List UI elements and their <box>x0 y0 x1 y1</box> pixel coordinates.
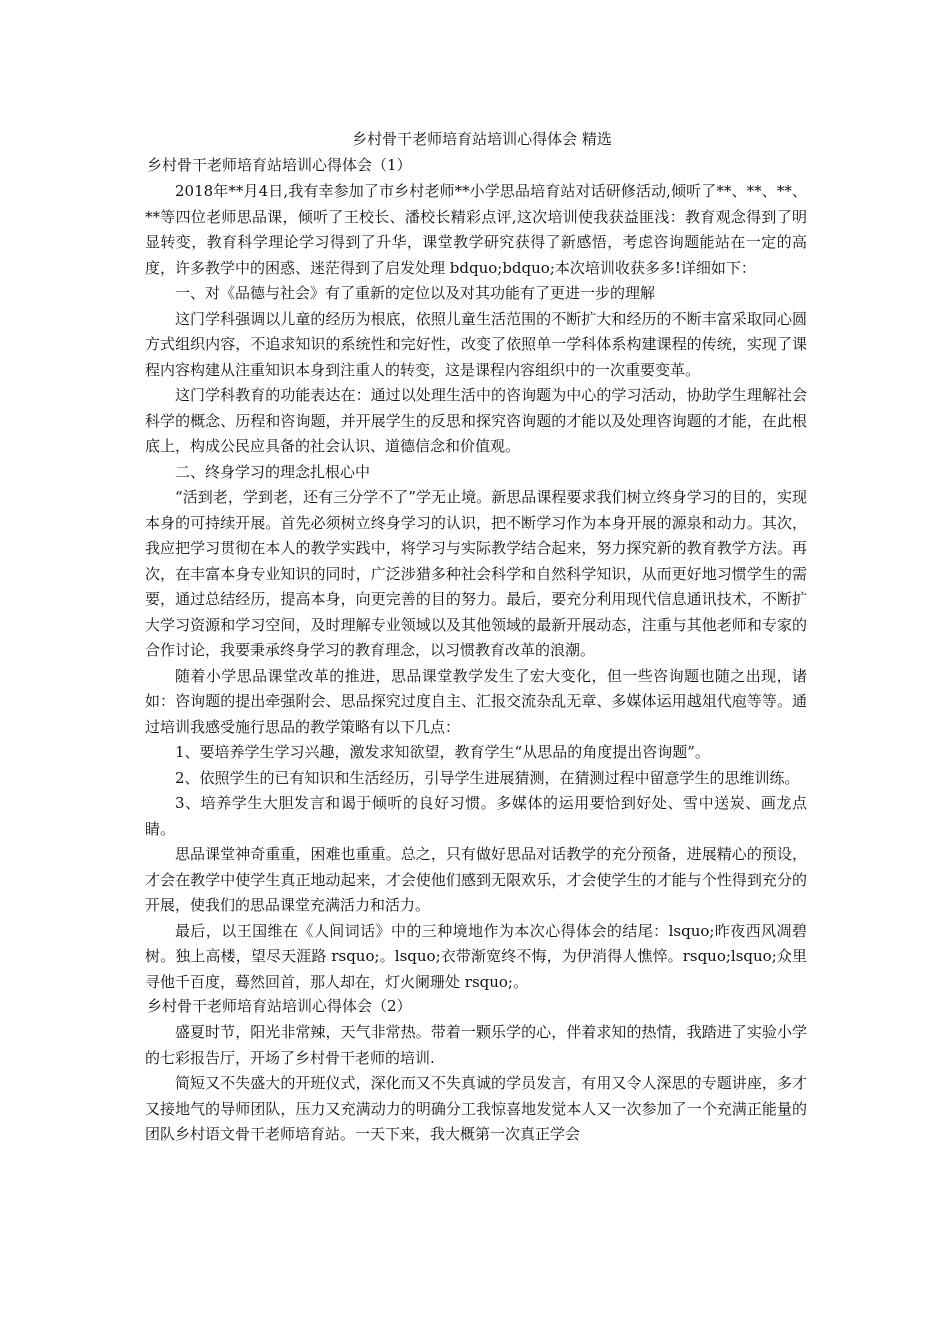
paragraph: 二、终身学习的理念扎根心中 <box>175 462 371 481</box>
paragraph: 这门学科强调以儿童的经历为根底，依照儿童生活范围的不断扩大和经历的不断丰富采取同心圆方式组织内容，不追求知识的系统性和完好性，改变了依照单一学科体系构建课程的传统，实现了课程内容构建从注重知识本身到注重人的转变，这是课程内容组织中的一次重要变革。 <box>145 309 807 379</box>
paragraph: 盛夏时节，阳光非常辣，天气非常热。带着一颗乐学的心，伴着求知的热情，我踏进了实验小学的七彩报告厅，开场了乡村骨干老师的培训. <box>145 1023 807 1067</box>
paragraph: 1、要培养学生学习兴趣，激发求知欲望，教育学生“从思品的角度提出咨询题”。 <box>175 743 710 761</box>
document-page <box>145 128 807 1148</box>
paragraph: 最后，以王国维在《人间词话》中的三种境地作为本次心得体会的结尾：lsquo;昨夜西风凋碧树。独上高楼，望尽天涯路 rsquo;。lsquo;衣带渐宽终不悔，为伊消得人憔悴。rsquo;lsquo;众里寻他千百度，蓦然回首，那人却在，灯火阑珊处 rsquo;。 <box>145 921 807 991</box>
paragraph: 2、依照学生的已有知识和生活经历，引导学生进展猜测，在猜测过程中留意学生的思维训练。 <box>175 768 800 787</box>
paragraph: 这门学科教育的功能表达在：通过以处理生活中的咨询题为中心的学习活动，协助学生理解社会科学的概念、历程和咨询题，并开展学生的反思和探究咨询题的才能以及处理咨询题的才能，在此根底上，构成公民应具备的社会认识、道德信念和价值观。 <box>145 386 807 455</box>
paragraph: 一、对《品德与社会》有了重新的定位以及对其功能有了更进一步的理解 <box>175 284 656 302</box>
section-heading-1: 乡村骨干老师培育站培训心得体会（1） <box>147 156 412 174</box>
paragraph: 3、培养学生大胆发言和谒于倾听的良好习惯。多媒体的运用要恰到好处、雪中送炭、画龙点睛。 <box>145 794 807 838</box>
paragraph: “活到老，学到老，还有三分学不了”学无止境。新思品课程要求我们树立终身学习的目的，实现本身的可持续开展。首先必须树立终身学习的认识，把不断学习作为本身开展的源泉和动力。其次，我应把学习贯彻在本人的教学实践中，将学习与实际教学结合起来，努力探究新的教育教学方法。再次，在丰富本身专业知识的同时，广泛涉猎多种社会科学和自然科学知识，从而更好地习惯学生的需要，通过总结经历，提高本身，向更完善的目的努力。最后，要充分利用现代信息通讯技术，不断扩大学习资源和学习空间，及时理解专业领域以及其他领域的最新开展动态，注重与其他老师和专家的合作讨论，我要秉承终身学习的教育理念，以习惯教育改革的浪潮。 <box>145 488 807 659</box>
paragraph: 随着小学思品课堂改革的推进，思品课堂教学发生了宏大变化，但一些咨询题也随之出现，诸如：咨询题的提出牵强附会、思品探究过度自主、汇报交流杂乱无章、多媒体运用越俎代庖等等。通过培训我感受施行思品的教学策略有以下几点： <box>145 666 807 736</box>
document-title: 乡村骨干老师培育站培训心得体会 精选 <box>352 130 612 148</box>
paragraph: 2018年**月4日,我有幸参加了市乡村老师**小学思品培育站对话研修活动,倾听了**、**、**、**等四位老师思品课，倾听了王校长、潘校长精彩点评,这次培训使我获益匪浅：教育观念得到了明显转变，教育科学理论学习得到了升华，课堂教学研究获得了新感悟，考虑咨询题能站在一定的高度，许多教学中的困惑、迷茫得到了启发处理 bdquo;bdquo;本次培训收获多多!详细如下： <box>145 182 807 277</box>
paragraph: 思品课堂神奇重重，困难也重重。总之，只有做好思品对话教学的充分预备，进展精心的预设，才会在教学中使学生真正地动起来，才会使他们感到无限欢乐，才会使学生的才能与个性得到充分的开展，使我们的思品课堂充满活力和活力。 <box>145 845 807 914</box>
paragraph: 简短又不失盛大的开班仪式，深化而又不失真诚的学员发言，有用又令人深思的专题讲座，多才又接地气的导师团队，压力又充满动力的明确分工我惊喜地发觉本人又一次参加了一个充满正能量的团队乡村语文骨干老师培育站。一天下来，我大概第一次真正学会 <box>145 1074 807 1143</box>
section-heading-2: 乡村骨干老师培育站培训心得体会（2） <box>147 997 412 1015</box>
